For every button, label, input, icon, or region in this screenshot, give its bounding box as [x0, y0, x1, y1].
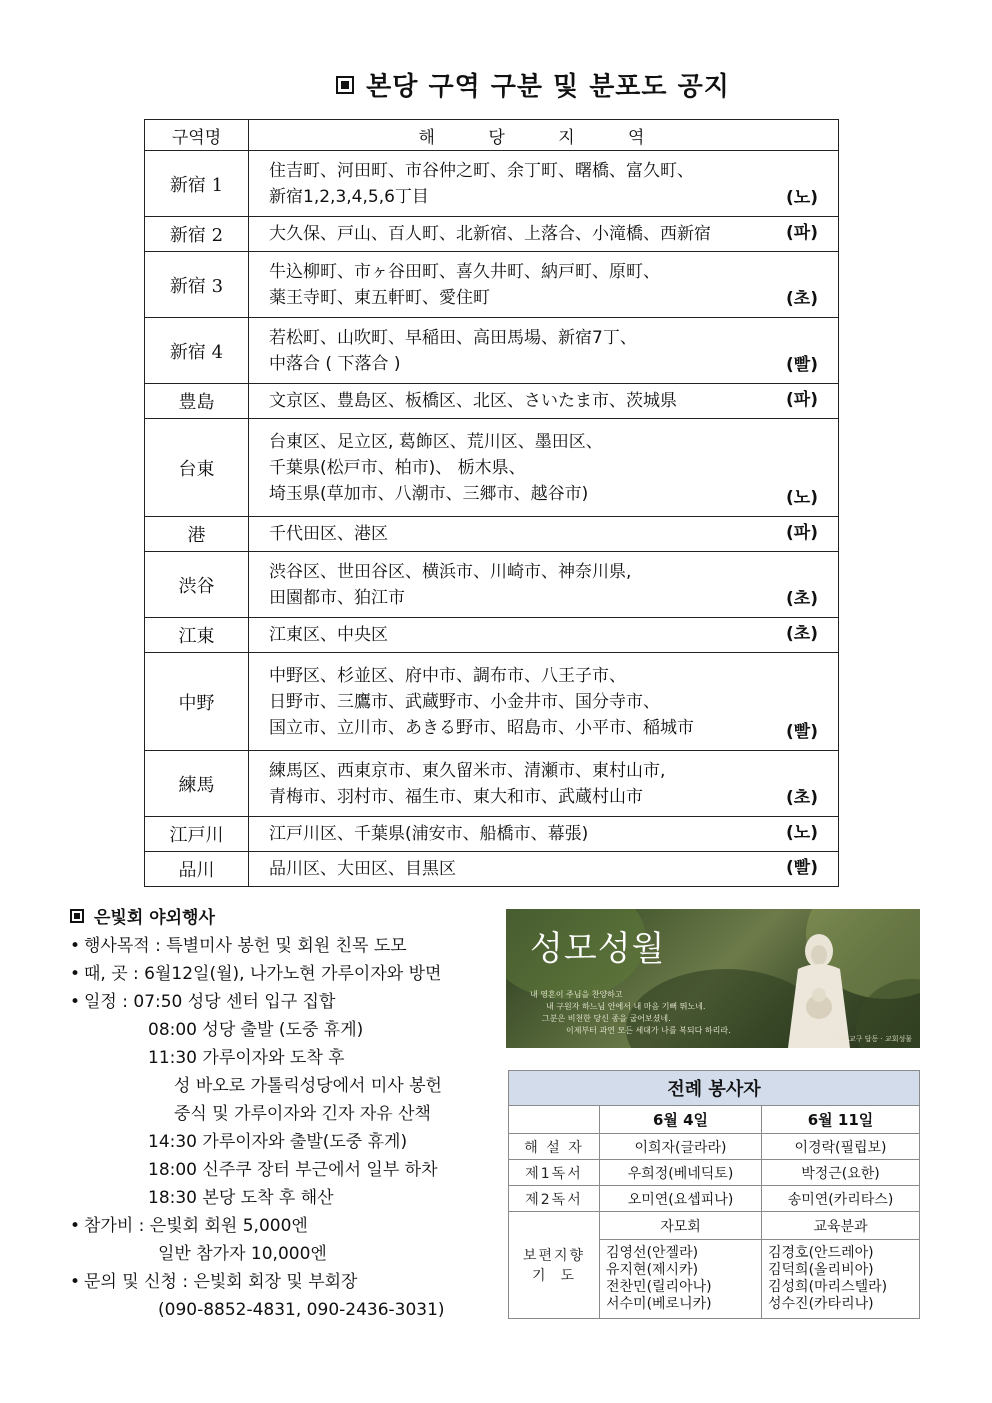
- zone-area-line: 千葉県(松戸市、柏市)、 栃木県、: [269, 457, 526, 478]
- zone-color-tag: (빨): [786, 355, 818, 375]
- zone-row: [145, 653, 839, 751]
- zone-area-line: 台東区、足立区, 葛飾区、荒川区、墨田区、: [269, 431, 603, 452]
- zone-area: [249, 318, 839, 384]
- zone-area-header: 해 당 지 역: [249, 120, 839, 151]
- zone-row: [145, 817, 839, 852]
- zone-area: [249, 517, 839, 552]
- may-poster-image: [506, 909, 920, 1048]
- zone-name: 新宿 2: [145, 217, 249, 252]
- zone-name: 品川: [145, 852, 249, 887]
- zone-color-tag: (파): [786, 390, 818, 410]
- event-purpose: • 행사목적 : 특별미사 봉헌 및 회원 친목 도모: [70, 932, 500, 960]
- zone-name: 豊島: [145, 384, 249, 419]
- prayer-person: 김영선(안젤라): [606, 1245, 699, 1261]
- zone-color-tag: (노): [786, 823, 818, 843]
- madonna-statue-icon: [784, 929, 854, 1048]
- zone-area: [249, 653, 839, 751]
- zone-name: 新宿 4: [145, 318, 249, 384]
- schedule-line: 18:00 신주쿠 장터 부근에서 일부 하차: [148, 1160, 438, 1180]
- zone-area: [249, 384, 839, 419]
- zone-row: [145, 552, 839, 618]
- zone-table: [144, 119, 839, 887]
- zone-area-line: 渋谷区、世田谷区、横浜市、川崎市、神奈川県,: [269, 561, 632, 582]
- prayer-person: 전찬민(릴리아나): [606, 1279, 712, 1295]
- zone-area-line: 牛込柳町、市ヶ谷田町、喜久井町、納戸町、原町、: [269, 261, 660, 282]
- zone-area-line: 品川区、大田区、目黒区: [269, 859, 456, 879]
- zone-area: [249, 151, 839, 217]
- zone-row: [145, 217, 839, 252]
- zone-area-line: 薬王寺町、東五軒町、愛住町: [269, 287, 490, 308]
- zone-area-line: 江戸川区、千葉県(浦安市、船橋市、幕張): [269, 824, 589, 844]
- zone-area: [249, 817, 839, 852]
- zone-name: 台東: [145, 419, 249, 517]
- schedule-line: 11:30 가루이자와 도착 후: [148, 1048, 345, 1068]
- duty-person-1: 이희자(글라라): [600, 1134, 762, 1160]
- zone-area-line: 中落合 ( 下落合 ): [269, 353, 401, 374]
- event-heading: 은빛회 야외행사: [70, 904, 500, 932]
- zone-row: [145, 151, 839, 217]
- prayer-person: 김성희(마리스텔라): [768, 1279, 888, 1295]
- duty-group-2: 교육분과: [762, 1212, 920, 1240]
- duty-table-title: 전례 봉사자: [509, 1071, 920, 1106]
- zone-area-line: 青梅市、羽村市、福生市、東大和市、武蔵村山市: [269, 786, 643, 807]
- zone-color-tag: (빨): [786, 858, 818, 878]
- liturgy-duty-table: [508, 1070, 920, 1319]
- poster-title: 성모성월: [530, 929, 666, 969]
- duty-person-2: 박정근(요한): [762, 1160, 920, 1186]
- event-fee: • 참가비 : 은빛회 회원 5,000엔: [70, 1212, 500, 1240]
- duty-person-2: 송미연(카리타스): [762, 1186, 920, 1212]
- zone-row: [145, 252, 839, 318]
- prayer-person: 김경호(안드레아): [768, 1245, 874, 1261]
- zone-area-line: 練馬区、西東京市、東久留米市、清瀬市、東村山市,: [269, 760, 666, 781]
- prayer-person: 성수진(카타리나): [768, 1296, 874, 1312]
- zone-area-line: 住吉町、河田町、市谷仲之町、余丁町、曙橋、富久町、: [269, 160, 694, 181]
- zone-row: [145, 852, 839, 887]
- square-bullet-icon: [70, 909, 84, 923]
- schedule-line: 14:30 가루이자와 출발(도중 휴게): [148, 1132, 408, 1152]
- zone-row: [145, 318, 839, 384]
- event-contact-phones: (090-8852-4831, 090-2436-3031): [158, 1300, 445, 1320]
- zone-area-line: 日野市、三鷹市、武蔵野市、小金井市、国分寺市、: [269, 691, 660, 712]
- zone-area: [249, 552, 839, 618]
- zone-color-tag: (파): [786, 523, 818, 543]
- page-title: 본당 구역 구분 및 분포도 공지: [0, 66, 992, 103]
- zone-name-header: 구역명: [145, 120, 249, 151]
- zone-row: [145, 517, 839, 552]
- prayer-person: 김덕희(올리비아): [768, 1262, 874, 1278]
- zone-name: 新宿 1: [145, 151, 249, 217]
- schedule-line: 08:00 성당 출발 (도중 휴게): [148, 1020, 364, 1040]
- duty-group-1: 자모회: [600, 1212, 762, 1240]
- zone-area-line: 埼玉県(草加市、八潮市、三郷市、越谷市): [269, 483, 589, 504]
- zone-color-tag: (초): [786, 589, 818, 609]
- duty-date-2: 6월 11일: [762, 1106, 920, 1134]
- zone-area: [249, 419, 839, 517]
- prayer-names-1: [600, 1240, 762, 1319]
- duty-person-2: 이경락(필립보): [762, 1134, 920, 1160]
- zone-color-tag: (파): [786, 223, 818, 243]
- zone-area: [249, 252, 839, 318]
- event-notice: [70, 904, 500, 1324]
- duty-row: [509, 1134, 920, 1160]
- event-fee-general: 일반 참가자 10,000엔: [158, 1244, 327, 1264]
- duty-role: 해 설 자: [509, 1134, 600, 1160]
- poster-line: 이제부터 과연 모든 세대가 나를 복되다 하리라.: [566, 1026, 731, 1035]
- duty-role-prayer: 보편지향 기 도: [509, 1212, 600, 1319]
- zone-area-line: 千代田区、港区: [269, 524, 388, 544]
- zone-area-line: 中野区、杉並区、府中市、調布市、八王子市、: [269, 665, 626, 686]
- zone-name: 練馬: [145, 751, 249, 817]
- zone-color-tag: (빨): [786, 722, 818, 742]
- poster-line: 내 구원자 하느님 안에서 내 마음 기뻐 뛰노네.: [546, 1002, 706, 1011]
- zone-color-tag: (초): [786, 624, 818, 644]
- zone-color-tag: (초): [786, 289, 818, 309]
- zone-area-line: 若松町、山吹町、早稲田、高田馬場、新宿7丁、: [269, 327, 637, 348]
- zone-area: [249, 852, 839, 887]
- prayer-person: 유지현(제시카): [606, 1262, 699, 1278]
- zone-area-line: 大久保、戸山、百人町、北新宿、上落合、小滝橋、西新宿: [269, 224, 711, 244]
- poster-line: 내 영혼이 주님을 찬양하고: [530, 990, 623, 999]
- zone-area: [249, 618, 839, 653]
- poster-line: 그분은 비천한 당신 종을 굽어보셨네.: [542, 1014, 671, 1023]
- schedule-line: 중식 및 가루이자와 긴자 자유 산책: [174, 1104, 431, 1124]
- duty-person-1: 우희정(베네딕토): [600, 1160, 762, 1186]
- zone-name: 渋谷: [145, 552, 249, 618]
- event-when-where: • 때, 곳 : 6월12일(월), 나가노현 가루이자와 방면: [70, 960, 500, 988]
- zone-row: [145, 419, 839, 517]
- zone-area-line: 新宿1,2,3,4,5,6丁目: [269, 186, 429, 207]
- zone-row: [145, 751, 839, 817]
- duty-role: 제2독서: [509, 1186, 600, 1212]
- zone-row: [145, 618, 839, 653]
- zone-name: 江東: [145, 618, 249, 653]
- duty-person-1: 오미연(요셉피나): [600, 1186, 762, 1212]
- zone-name: 江戸川: [145, 817, 249, 852]
- zone-color-tag: (노): [786, 488, 818, 508]
- duty-role: 제1독서: [509, 1160, 600, 1186]
- schedule-line: 성 바오로 가톨릭성당에서 미사 봉헌: [174, 1076, 442, 1096]
- zone-area-line: 江東区、中央区: [269, 625, 388, 645]
- duty-date-1: 6월 4일: [600, 1106, 762, 1134]
- prayer-names-2: [762, 1240, 920, 1319]
- zone-name: 港: [145, 517, 249, 552]
- event-contact: • 문의 및 신청 : 은빛회 회장 및 부회장: [70, 1268, 500, 1296]
- event-schedule: • 일정 : 07:50 성당 센터 입구 집합: [70, 988, 500, 1016]
- zone-row: [145, 384, 839, 419]
- zone-color-tag: (노): [786, 188, 818, 208]
- zone-area: [249, 217, 839, 252]
- duty-role-header: [509, 1106, 600, 1134]
- square-bullet-icon: [336, 76, 354, 94]
- zone-color-tag: (초): [786, 788, 818, 808]
- zone-area-line: 国立市、立川市、あきる野市、昭島市、小平市、稲城市: [269, 717, 694, 738]
- zone-area-line: 文京区、豊島区、板橋区、北区、さいたま市、茨城県: [269, 391, 677, 411]
- prayer-person: 서수미(베로니카): [606, 1296, 712, 1312]
- zone-area: [249, 751, 839, 817]
- duty-row: [509, 1186, 920, 1212]
- zone-name: 中野: [145, 653, 249, 751]
- zone-area-line: 田園都市、狛江市: [269, 587, 405, 608]
- schedule-line: 18:30 본당 도착 후 해산: [148, 1188, 334, 1208]
- zone-table-header: [145, 120, 839, 151]
- zone-name: 新宿 3: [145, 252, 249, 318]
- poster-credit: 인천교구 답동 · 교회성물: [835, 1035, 912, 1043]
- duty-row: [509, 1160, 920, 1186]
